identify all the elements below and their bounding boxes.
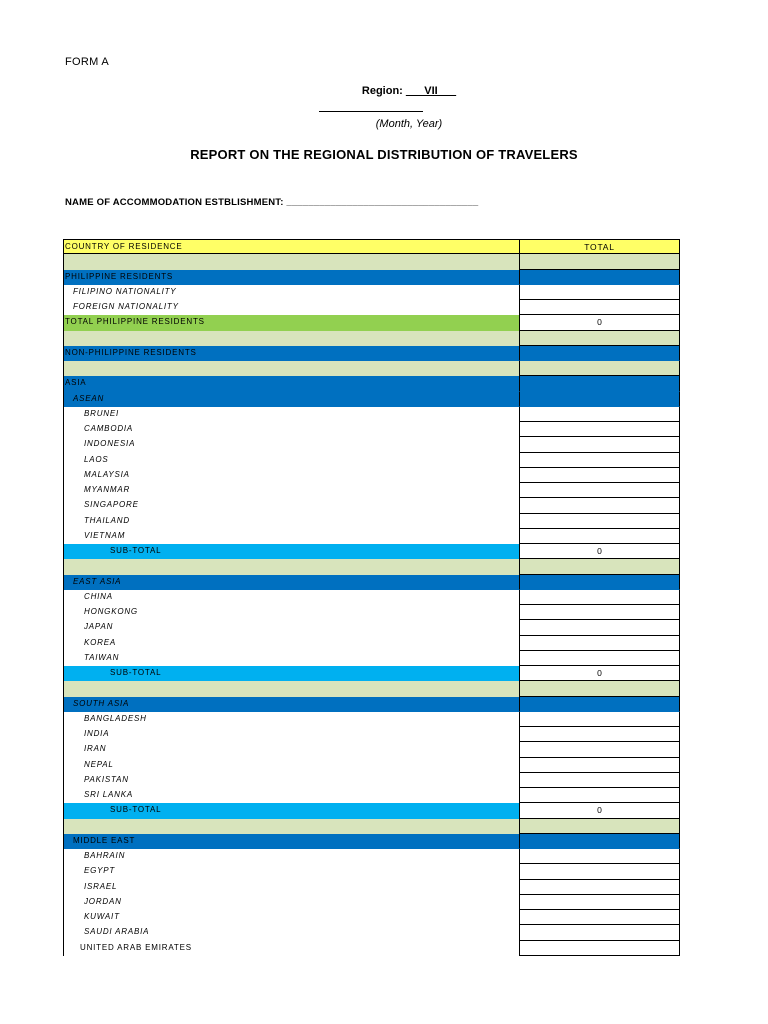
row-total-cell[interactable] — [519, 483, 680, 498]
row-total-cell[interactable] — [519, 895, 680, 910]
row-total-cell[interactable] — [519, 864, 680, 879]
row-label: EAST ASIA — [63, 575, 519, 590]
row-label: UNITED ARAB EMIRATES — [63, 941, 519, 956]
table-row — [63, 910, 680, 925]
row-total-cell — [519, 834, 680, 849]
report-title: REPORT ON THE REGIONAL DISTRIBUTION OF TRAVELERS — [190, 147, 578, 162]
row-total-cell[interactable] — [519, 788, 680, 803]
table-header-row — [63, 239, 680, 254]
table-row — [63, 559, 680, 574]
table-row — [63, 422, 680, 437]
row-total-cell[interactable] — [519, 407, 680, 422]
row-total-cell[interactable] — [519, 941, 680, 956]
table-row — [63, 453, 680, 468]
table-row — [63, 315, 680, 330]
table-row — [63, 300, 680, 315]
table-row — [63, 331, 680, 346]
table-row — [63, 498, 680, 513]
month-year-underline — [319, 111, 423, 112]
row-total-cell — [519, 559, 680, 574]
row-label: MYANMAR — [63, 483, 519, 498]
table-row — [63, 895, 680, 910]
row-label: ASIA — [63, 376, 519, 391]
row-total-cell[interactable] — [519, 773, 680, 788]
row-label: INDIA — [63, 727, 519, 742]
row-total-cell[interactable] — [519, 636, 680, 651]
row-label: BRUNEI — [63, 407, 519, 422]
row-total-cell[interactable] — [519, 529, 680, 544]
row-label: IRAN — [63, 742, 519, 757]
row-label: TAIWAN — [63, 651, 519, 666]
table-row — [63, 758, 680, 773]
row-total-cell[interactable] — [519, 590, 680, 605]
row-label: SUB-TOTAL — [63, 666, 519, 681]
table-row — [63, 880, 680, 895]
table-row — [63, 468, 680, 483]
row-label: VIETNAM — [63, 529, 519, 544]
row-label — [63, 819, 519, 834]
table-row — [63, 697, 680, 712]
table-row — [63, 681, 680, 696]
table-row — [63, 270, 680, 285]
region-label: Region: — [361, 85, 403, 97]
row-total-cell[interactable] — [519, 651, 680, 666]
row-total-cell — [519, 346, 680, 361]
table-row — [63, 773, 680, 788]
row-total-cell[interactable] — [519, 727, 680, 742]
row-label: SUB-TOTAL — [63, 544, 519, 559]
row-label: PAKISTAN — [63, 773, 519, 788]
row-label: SOUTH ASIA — [63, 697, 519, 712]
table-row — [63, 636, 680, 651]
table-row — [63, 483, 680, 498]
row-label: INDONESIA — [63, 437, 519, 452]
row-total-cell: 0 — [519, 315, 680, 330]
table-row — [63, 437, 680, 452]
table-row — [63, 727, 680, 742]
row-label: NEPAL — [63, 758, 519, 773]
row-label: NON-PHILIPPINE RESIDENTS — [63, 346, 519, 361]
table-row — [63, 254, 680, 269]
row-label: KUWAIT — [63, 910, 519, 925]
table-row — [63, 620, 680, 635]
row-total-cell — [519, 376, 680, 391]
row-total-cell[interactable] — [519, 605, 680, 620]
row-label: ISRAEL — [63, 880, 519, 895]
row-total-cell[interactable] — [519, 925, 680, 940]
establishment-name-field[interactable]: NAME OF ACCOMMODATION ESTBLISHMENT: ___________________________________ — [65, 197, 479, 208]
table-row — [63, 514, 680, 529]
table-row — [63, 834, 680, 849]
table-row — [63, 941, 680, 956]
row-label: LAOS — [63, 453, 519, 468]
row-label: KOREA — [63, 636, 519, 651]
row-total-cell: 0 — [519, 544, 680, 559]
row-label — [63, 681, 519, 696]
row-label — [63, 559, 519, 574]
row-total-cell: 0 — [519, 666, 680, 681]
table-row — [63, 788, 680, 803]
region-line — [0, 85, 768, 97]
row-total-cell — [519, 819, 680, 834]
row-label: HONGKONG — [63, 605, 519, 620]
row-total-cell[interactable] — [519, 620, 680, 635]
table-row — [63, 849, 680, 864]
table-row — [63, 605, 680, 620]
row-total-cell — [519, 575, 680, 590]
row-label: THAILAND — [63, 514, 519, 529]
table-row — [63, 529, 680, 544]
month-year-caption: (Month, Year) — [375, 118, 443, 130]
row-label: PHILIPPINE RESIDENTS — [63, 270, 519, 285]
row-label — [63, 331, 519, 346]
row-label: SRI LANKA — [63, 788, 519, 803]
row-label: BAHRAIN — [63, 849, 519, 864]
row-total-cell[interactable] — [519, 498, 680, 513]
table-row — [63, 575, 680, 590]
row-total-cell — [519, 331, 680, 346]
row-total-cell[interactable] — [519, 300, 680, 315]
table-row — [63, 864, 680, 879]
row-total-cell — [519, 392, 680, 407]
row-label — [63, 254, 519, 269]
row-total-cell: 0 — [519, 803, 680, 818]
row-label: SINGAPORE — [63, 498, 519, 513]
table-row — [63, 285, 680, 300]
row-label: MALAYSIA — [63, 468, 519, 483]
row-total-cell[interactable] — [519, 742, 680, 757]
row-total-cell[interactable] — [519, 849, 680, 864]
row-total-cell[interactable] — [519, 712, 680, 727]
table-row — [63, 712, 680, 727]
row-total-cell — [519, 270, 680, 285]
table-row — [63, 544, 680, 559]
row-label: CAMBODIA — [63, 422, 519, 437]
table-row — [63, 590, 680, 605]
table-row — [63, 651, 680, 666]
region-value[interactable]: ___VII___ — [405, 85, 457, 97]
row-total-cell[interactable] — [519, 910, 680, 925]
row-label — [63, 361, 519, 376]
row-total-cell[interactable] — [519, 468, 680, 483]
row-label: FOREIGN NATIONALITY — [63, 300, 519, 315]
row-label: JAPAN — [63, 620, 519, 635]
row-total-cell[interactable] — [519, 514, 680, 529]
row-total-cell[interactable] — [519, 422, 680, 437]
distribution-table — [63, 239, 680, 956]
row-total-cell[interactable] — [519, 285, 680, 300]
row-label: FILIPINO NATIONALITY — [63, 285, 519, 300]
row-total-cell — [519, 254, 680, 269]
row-total-cell — [519, 681, 680, 696]
row-label: SUB-TOTAL — [63, 803, 519, 818]
row-label: ASEAN — [63, 392, 519, 407]
row-label: BANGLADESH — [63, 712, 519, 727]
row-label: MIDDLE EAST — [63, 834, 519, 849]
row-label: TOTAL PHILIPPINE RESIDENTS — [63, 315, 519, 330]
column-header-total: TOTAL — [519, 239, 680, 254]
form-label: FORM A — [65, 56, 109, 68]
table-row — [63, 819, 680, 834]
table-row — [63, 803, 680, 818]
row-label: EGYPT — [63, 864, 519, 879]
table-row — [63, 346, 680, 361]
table-row — [63, 666, 680, 681]
table-row — [63, 925, 680, 940]
row-total-cell — [519, 361, 680, 376]
row-total-cell[interactable] — [519, 758, 680, 773]
row-label: SAUDI ARABIA — [63, 925, 519, 940]
row-total-cell[interactable] — [519, 453, 680, 468]
column-header-country: COUNTRY OF RESIDENCE — [63, 239, 519, 254]
table-row — [63, 407, 680, 422]
table-row — [63, 392, 680, 407]
row-total-cell — [519, 697, 680, 712]
table-row — [63, 361, 680, 376]
table-row — [63, 742, 680, 757]
table-row — [63, 376, 680, 391]
row-label: JORDAN — [63, 895, 519, 910]
row-total-cell[interactable] — [519, 437, 680, 452]
row-total-cell[interactable] — [519, 880, 680, 895]
row-label: CHINA — [63, 590, 519, 605]
